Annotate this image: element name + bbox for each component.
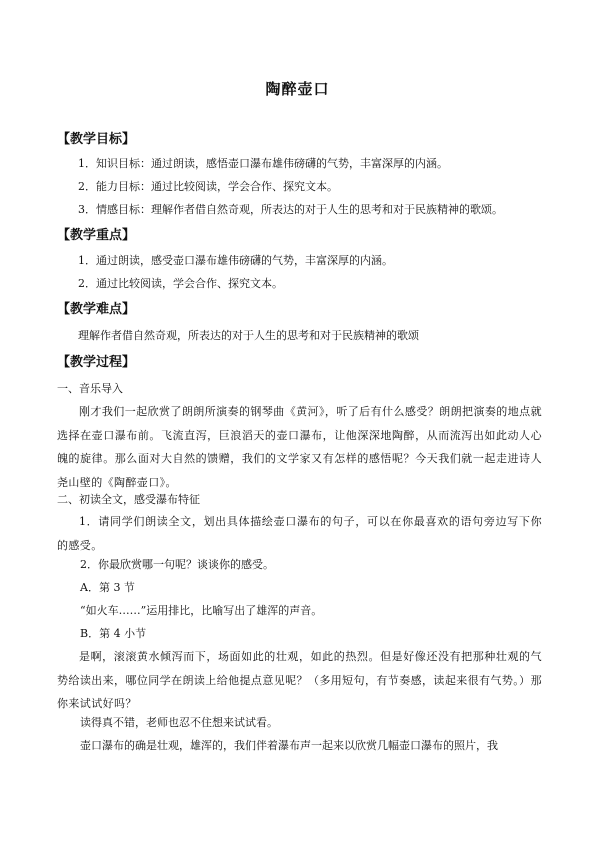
focus-item: 1．通过朗读，感受壶口瀑布雄伟磅礴的气势，丰富深厚的内涵。 [78,254,393,267]
section-title-first-reading: 二、初读全文，感受瀑布特征 [57,493,200,506]
difficulty-text: 理解作者借自然奇观，所表达的对于人生的思考和对于民族精神的歌颂 [78,329,419,342]
page-title: 陶醉壶口 [265,80,330,98]
difficulty-heading: 【教学难点】 [57,302,136,317]
reading-task-1: 1．请同学们朗读全文，划出具体描绘壶口瀑布的句子，可以在你最喜欢的语句旁边写下你的感受。 [57,515,542,552]
intro-paragraph: 刚才我们一起欣赏了朗朗所演奏的钢琴曲《黄河》，听了后有什么感受？朗朗把演奏的地点就选择在壶口瀑布前。飞流直泻，巨浪滔天的壶口瀑布，让他深深地陶醉，从而流泻出如此动人心魄的旋律。那么面对大自然的馈赠，我们的文学家又有怎样的感悟呢？今天我们就一起走进诗人尧山壁的《陶醉壶口》。 [57,405,542,489]
option-b-paragraph: 是啊，滚滚黄水倾泻而下，场面如此的壮观，如此的热烈。但是好像还没有把那种壮观的气势给读出来，哪位同学在朗读上给他提点意见呢？（多用短句，有节奏感，读起来很有气势。）那你来试试好吗？ [57,650,542,710]
process-heading: 【教学过程】 [57,355,136,370]
reading-task-2: 2．你最欣赏哪一句呢？谈谈你的感受。 [80,558,274,571]
option-b: B．第 4 小节 [80,627,147,640]
goal-item: 3．情感目标：理解作者借自然奇观，所表达的对于人生的思考和对于民族精神的歌颂。 [78,203,503,216]
goal-item: 2．能力目标：通过比较阅读，学会合作、探究文本。 [78,180,338,193]
goal-item: 1．知识目标：通过朗读，感悟壶口瀑布雄伟磅礴的气势，丰富深厚的内涵。 [78,157,448,170]
goals-heading: 【教学目标】 [57,132,136,147]
teacher-reply: 读得真不错，老师也忍不住想来试试看。 [80,716,278,729]
option-a-note: “如火车……”运用排比，比喻写出了雄浑的声音。 [80,604,323,617]
section-title-music: 一、音乐导入 [57,382,123,395]
focus-item: 2．通过比较阅读，学会合作、探究文本。 [78,277,283,290]
focus-heading: 【教学重点】 [57,228,136,243]
closing-line: 壶口瀑布的确是壮观，雄浑的，我们伴着瀑布声一起来以欣赏几幅壶口瀑布的照片，我 [80,739,498,752]
option-a: A．第 3 节 [80,581,135,594]
